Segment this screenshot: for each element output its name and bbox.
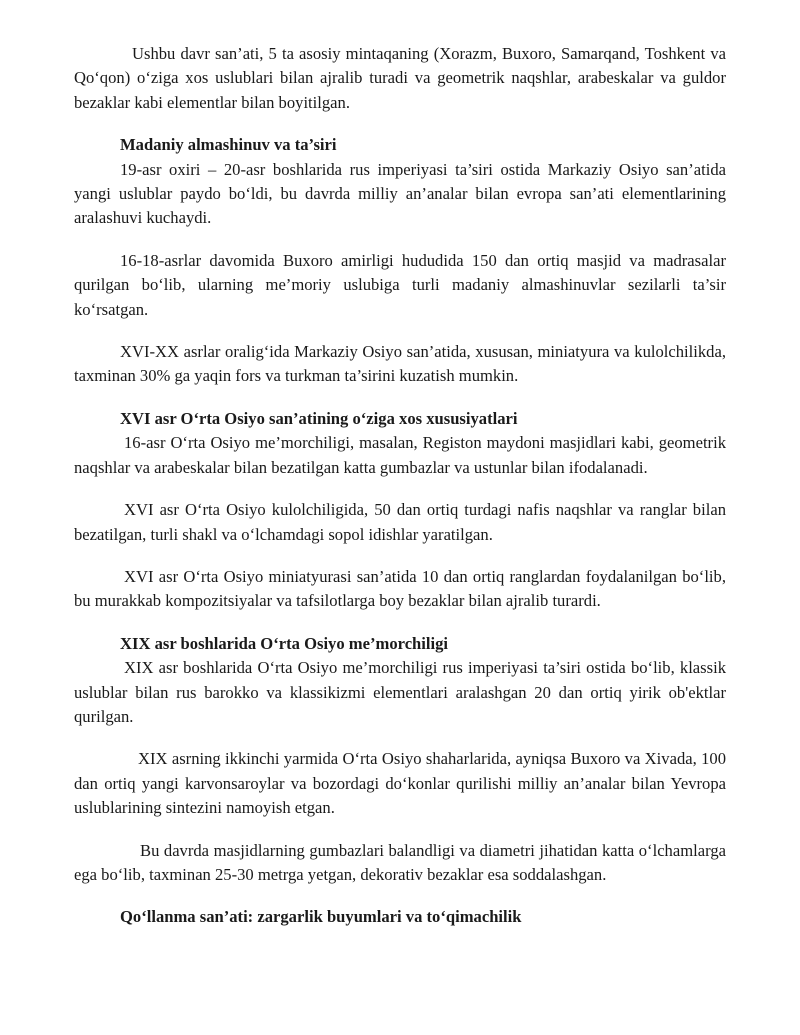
heading-16th-century-features: XVI asr O‘rta Osiyo san’atining o‘ziga xos xususiyatlari (120, 408, 518, 428)
heading-applied-arts: Qo‘llanma san’ati: zargarlik buyumlari va to‘qimachilik (120, 907, 522, 927)
heading-cultural-exchange: Madaniy almashinuv va ta’siri (120, 135, 337, 155)
paragraph-bukhara-mosques: 16-18-asrlar davomida Buxoro amirligi hududida 150 dan ortiq masjid va madrasalar qurilgan bo‘lib, ularning me’moriy uslubiga turli madaniy almashinuvlar sezilarli ta’sir ko‘rsatgan. (74, 250, 726, 319)
paragraph-persian-turkmen-influence: XVI-XX asrlar oralig‘ida Markaziy Osiyo san’atida, xususan, miniatyura va kulolchilikda, taxminan 30% ga yaqin fors va turkman ta’sirini kuzatish mumkin. (74, 342, 726, 386)
paragraph-16th-century-ceramics: XVI asr O‘rta Osiyo kulolchiligida, 50 dan ortiq turdagi nafis naqshlar va ranglar bilan bezatilgan, turli shakl va o‘lchamdagi sopol idishlar yaratilgan. (74, 500, 726, 544)
heading-19th-century-architecture: XIX asr boshlarida O‘rta Osiyo me’morchiligi (120, 633, 449, 653)
paragraph-regional-styles: Ushbu davr san’ati, 5 ta asosiy mintaqaning (Xorazm, Buxoro, Samarqand, Toshkent va Qo‘qon) o‘ziga xos uslublari bilan ajralib turadi va geometrik naqshlar, arabeskalar va guldor bezaklar kabi elementlar bilan boyitilgan. (74, 44, 726, 112)
document-page (74, 42, 726, 930)
paragraph-19th-century-russian-styles: XIX asr boshlarida O‘rta Osiyo me’morchiligi rus imperiyasi ta’siri ostida bo‘lib, klassik uslublar bilan rus barokko va klassikizmi elementlari aralashgan 20 dan ortiq yirik ob'ektlar qurilgan. (74, 658, 726, 726)
paragraph-caravanserais: XIX asrning ikkinchi yarmida O‘rta Osiyo shaharlarida, ayniqsa Buxoro va Xivada, 100 dan ortiq yangi karvonsaroylar va bozordagi do‘konlar qurilishi milliy an’analar bilan Yevropa uslublarining sintezini namoyish etgan. (74, 749, 726, 818)
paragraph-mosque-domes: Bu davrda masjidlarning gumbazlari balandligi va diametri jihatidan katta o‘lchamlarga ega bo‘lib, taxminan 25-30 metrga yetgan, dekorativ bezaklar esa soddalashgan. (74, 840, 726, 884)
paragraph-russian-influence: 19-asr oxiri – 20-asr boshlarida rus imperiyasi ta’siri ostida Markaziy Osiyo san’atida yangi uslublar paydo bo‘ldi, bu davrda milliy an’analar bilan evropa san’ati elementlarining aralashuvi kuchaydi. (74, 159, 726, 228)
paragraph-16th-century-miniature: XVI asr O‘rta Osiyo miniatyurasi san’atida 10 dan ortiq ranglardan foydalanilgan bo‘lib, bu murakkab kompozitsiyalar va tafsilotlarga boy bezaklar bilan ajralib turardi. (74, 566, 726, 611)
paragraph-16th-century-architecture: 16-asr O‘rta Osiyo me’morchiligi, masalan, Registon maydoni masjidlari kabi, geometrik naqshlar va arabeskalar bilan bezatilgan katta gumbazlar va ustunlar bilan ifodalanadi. (74, 433, 726, 477)
